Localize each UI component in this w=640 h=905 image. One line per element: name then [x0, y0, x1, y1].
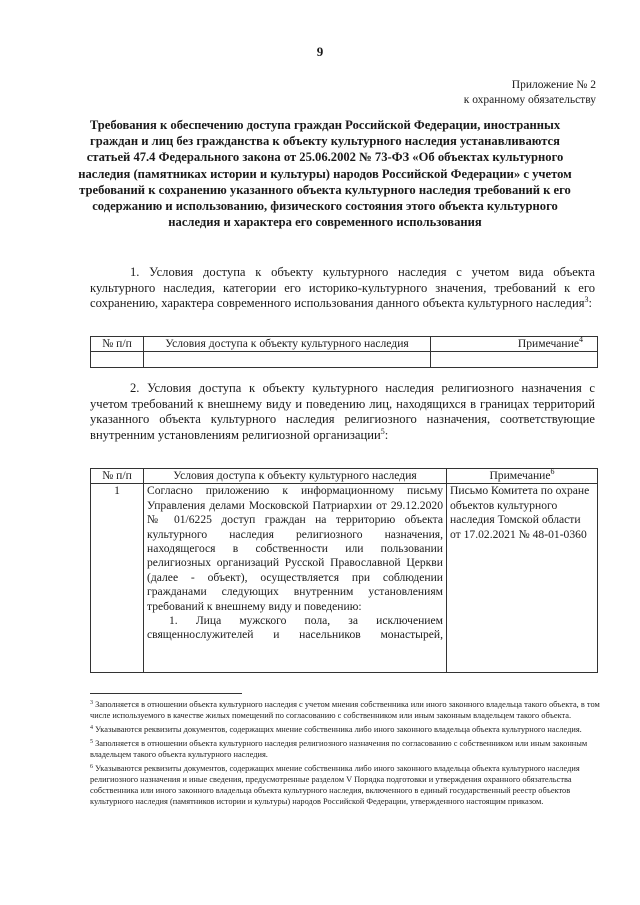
row-conditions [144, 484, 447, 673]
footnote-ref-4: 4 [579, 335, 583, 344]
table-2-header-note [447, 469, 598, 484]
table-1-empty-cell [431, 352, 598, 368]
table-1-empty-row [91, 352, 598, 368]
footnote-4 [90, 724, 600, 735]
footnote-divider [90, 693, 242, 694]
table-1-empty-cell [144, 352, 431, 368]
footnote-3-text: Заполняется в отношении объекта культурного наследия с учетом мнения собственника или иного законного владельца такого объекта, в том числе используемого в качестве жилых помещений по согласованию с собственником или иным законным владельцем такого объекта. [90, 700, 600, 720]
footnote-3 [90, 699, 600, 721]
footnote-5 [90, 738, 600, 760]
list-item: 1. Лица мужского пола, за исключением [169, 614, 443, 628]
table-row [91, 484, 598, 673]
section-1-colon: : [588, 296, 592, 310]
footnote-5-marker: 5 [90, 739, 93, 745]
footnote-ref-5: 5 [380, 426, 385, 436]
table-1-header-note-label: Примечание [517, 337, 579, 350]
footnote-4-marker: 4 [90, 725, 93, 731]
section-1-body: 1. Условия доступа к объекту культурного наследия с учетом вида объекта культурного наследия, категории его историко-культурного значения, требований к его сохранению, характера современного использования данного объекта культурного наследия [90, 265, 595, 310]
footnote-5-text: Заполняется в отношении объекта культурного наследия религиозного назначения по согласованию с собственником или иным законным владельцем такого объекта культурного наследия. [90, 739, 588, 759]
conditions-text: Согласно приложению к информационному письму Управления делами Московской Патриархии от 29.12.2020 № 01/6225 доступ граждан на территорию объекта культурного наследия религиозного назначения, находящегося в собственности или пользовании религиозных организаций Русской Православной Церкви (далее - объект), осуществляется при соблюдении гражданами следующих внутренним установлениям требований к внешнему виду и поведению: [147, 484, 443, 613]
table-2-header-row [91, 469, 598, 484]
section-1-text [90, 265, 595, 312]
footnote-6 [90, 763, 600, 807]
footnote-6-text: Указываются реквизиты документов, содержащих мнение собственника либо иного законного владельца объекта культурного наследия религиозного назначения и иные сведения, предусмотренные разделом V Порядка подготовки и утверждения охранного обязательства собственника или иного законного владельца объекта культурного наследия, включенного в единый государственный реестр объектов культурного наследия (памятников истории и культуры) народов Российской Федерации, утвержденного настоящим приказом. [90, 764, 580, 806]
table-2-header-num: № п/п [91, 469, 144, 484]
footnote-6-marker: 6 [90, 764, 93, 770]
table-2 [90, 468, 598, 673]
table-1-header-note [431, 337, 598, 352]
footnote-ref-3: 3 [584, 295, 589, 304]
table-1 [90, 336, 598, 368]
row-number: 1 [91, 484, 144, 673]
footnote-ref-6: 6 [550, 467, 555, 476]
row-note: Письмо Комитета по охране объектов культурного наследия Томской области от 17.02.2021 № 48-01-0360 [447, 484, 598, 673]
footnote-3-marker: 3 [90, 700, 93, 706]
document-title: Требования к обеспечению доступа граждан Российской Федерации, иностранных граждан и лиц без гражданства к объекту культурного наследия устанавливаются статьей 47.4 Федерального закона от 25.06.2002 № 73-ФЗ «Об объектах культурного наследия (памятниках истории и культуры) народов Российской Федерации» с учетом требований к сохранению указанного объекта культурного наследия требований к его содержанию и использованию, физического состояния этого объекта культурного наследия и характера его современного использования [78, 118, 572, 230]
table-1-header-num: № п/п [91, 337, 144, 352]
appendix-line-1: Приложение № 2 [511, 79, 596, 91]
section-2-text [90, 381, 595, 443]
section-2-colon: : [384, 427, 389, 442]
appendix-header [464, 78, 596, 108]
table-1-empty-cell [91, 352, 144, 368]
list-item-continuation: священнослужителей и насельников монастырей, [147, 628, 443, 642]
table-2-header-conditions: Условия доступа к объекту культурного наследия [144, 469, 447, 484]
appendix-line-2: к охранному обязательству [463, 94, 596, 106]
section-2-body: 2. Условия доступа к объекту культурного наследия религиозного назначения с учетом требований к внешнему виду и поведению лиц, находящихся в границах территорий указанного объекта культурного наследия религиозного назначения, соответствующие внутренним установлениям религиозной организации [90, 381, 595, 442]
table-1-header-conditions: Условия доступа к объекту культурного наследия [144, 337, 431, 352]
page-number: 9 [316, 44, 324, 59]
table-1-header-row [91, 337, 598, 352]
table-2-header-note-label: Примечание [489, 469, 551, 482]
footnotes [90, 699, 600, 810]
footnote-4-text: Указываются реквизиты документов, содержащих мнение собственника либо иного законного владельца объекта культурного наследия. [95, 725, 582, 734]
